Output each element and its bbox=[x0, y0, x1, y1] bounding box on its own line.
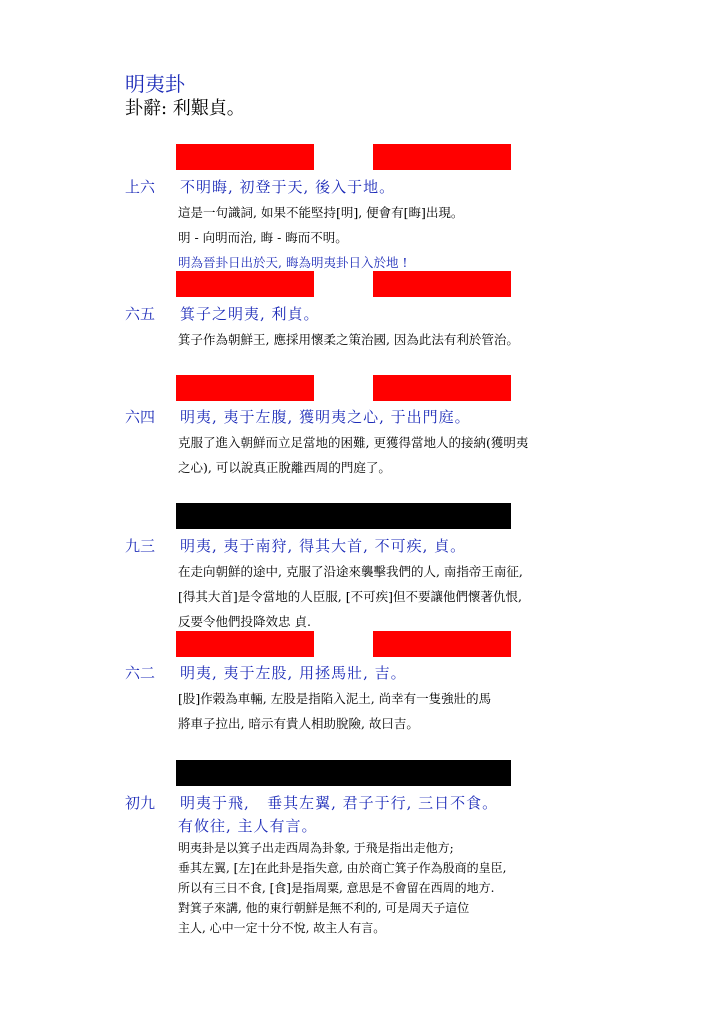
line-text: 明夷, 夷于左股, 用拯馬壯, 吉。 bbox=[180, 664, 407, 682]
yin-line-5-left bbox=[176, 271, 314, 297]
yin-line-top-right bbox=[373, 144, 511, 170]
line-explanation: 將車子拉出, 暗示有貴人相助脫險, 故曰吉。 bbox=[178, 716, 419, 731]
line-label: 上六 bbox=[125, 178, 156, 196]
line-explanation: 這是一句識詞, 如果不能堅持[明], 便會有[晦]出現。 bbox=[178, 205, 464, 220]
line-explanation: 箕子作為朝鮮王, 應採用懷柔之策治國, 因為此法有利於管治。 bbox=[178, 332, 519, 347]
line-label: 初九 bbox=[125, 794, 156, 812]
line-label: 九三 bbox=[125, 537, 156, 555]
yang-line-1 bbox=[176, 760, 511, 786]
line-explanation: [股]作榖為車輛, 左股是指陷入泥土, 尚幸有一隻強壯的馬 bbox=[178, 691, 492, 706]
line-explanation: 在走向朝鮮的途中, 克服了沿途來襲擊我們的人, 南指帝王南征, bbox=[178, 564, 523, 579]
yin-line-2-right bbox=[373, 631, 511, 657]
yang-line-3 bbox=[176, 503, 511, 529]
line-explanation: 主人, 心中一定十分不悅, 故主人有言。 bbox=[178, 921, 386, 935]
line-explanation: 明夷卦是以箕子出走西周為卦象, 于飛是指出走他方; bbox=[178, 841, 454, 855]
hexagram-title: 明夷卦 bbox=[125, 72, 185, 96]
line-text: 不明晦, 初登于天, 後入于地。 bbox=[180, 178, 396, 196]
line-text: 明夷, 夷于左腹, 獲明夷之心, 于出門庭。 bbox=[180, 408, 471, 426]
line-explanation: 垂其左翼, [左]在此卦是指失意, 由於商亡箕子作為殷商的皇臣, bbox=[178, 861, 507, 875]
line-label: 六四 bbox=[125, 408, 156, 426]
yin-line-5-right bbox=[373, 271, 511, 297]
yin-line-4-right bbox=[373, 375, 511, 401]
line-explanation: 所以有三日不食, [食]是指周粟, 意思是不會留在西周的地方. bbox=[178, 881, 495, 895]
line-explanation: 明 - 向明而治, 晦 - 晦而不明。 bbox=[178, 230, 348, 245]
line-explanation: 之心), 可以說真正脫離西周的門庭了。 bbox=[178, 460, 391, 475]
line-explanation: 反要令他們投降效忠 貞. bbox=[178, 614, 311, 629]
hexagram-judgment: 卦辭: 利艱貞。 bbox=[125, 98, 245, 119]
line-explanation: [得其大首]是令當地的人臣服, [不可疾]但不要讓他們懷著仇恨, bbox=[178, 589, 522, 604]
line-text: 箕子之明夷, 利貞。 bbox=[180, 305, 320, 323]
line-note: 明為晉卦日出於天, 晦為明夷卦日入於地 ! bbox=[178, 255, 408, 270]
yin-line-2-left bbox=[176, 631, 314, 657]
line-explanation: 克服了進入朝鮮而立足當地的困難, 更獲得當地人的接納(獲明夷 bbox=[178, 435, 529, 450]
line-text: 明夷于飛, 垂其左翼, 君子于行, 三日不食。 bbox=[180, 794, 499, 812]
line-label: 六五 bbox=[125, 305, 156, 323]
line-label: 六二 bbox=[125, 664, 156, 682]
yin-line-top-left bbox=[176, 144, 314, 170]
line-text-continued: 有攸往, 主人有言。 bbox=[178, 817, 318, 835]
yin-line-4-left bbox=[176, 375, 314, 401]
line-text: 明夷, 夷于南狩, 得其大首, 不可疾, 貞。 bbox=[180, 537, 467, 555]
line-explanation: 對箕子來講, 他的東行朝鮮是無不利的, 可是周天子這位 bbox=[178, 901, 470, 915]
